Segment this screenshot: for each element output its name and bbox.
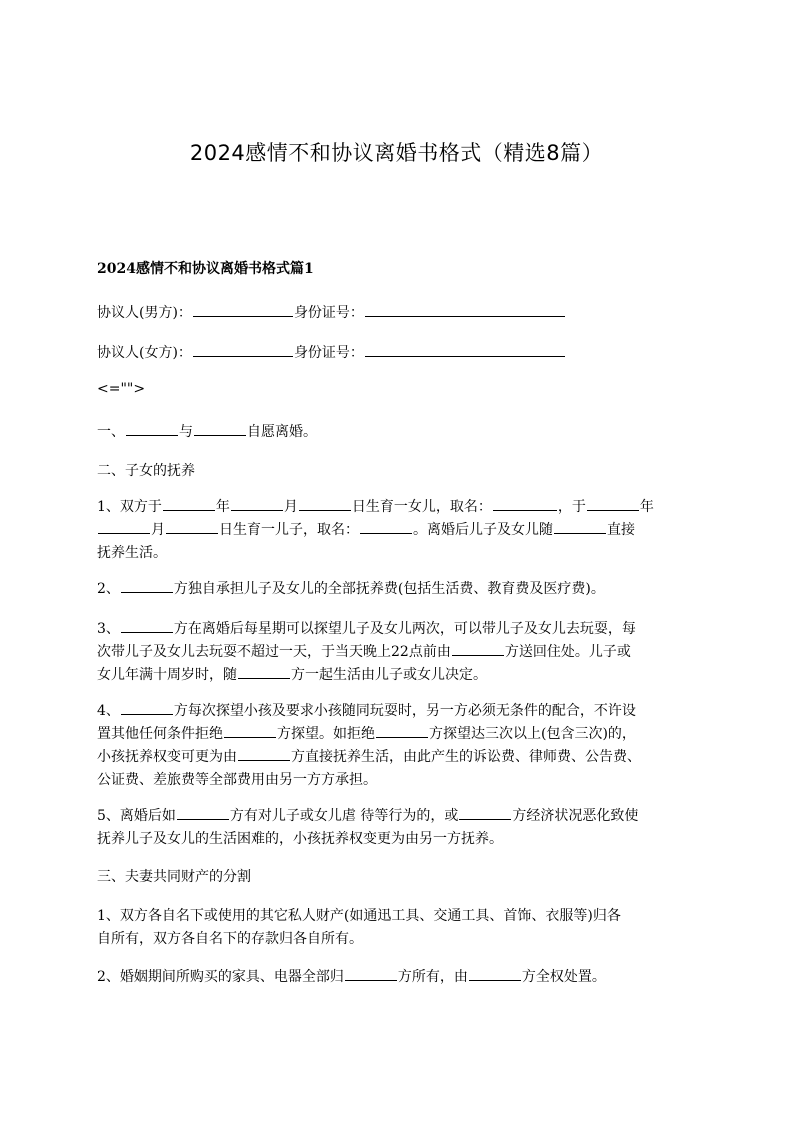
text: 置其他任何条件拒绝 — [97, 726, 223, 742]
party-male-line — [97, 302, 707, 324]
clause-2-1-line-1 — [97, 496, 707, 518]
blank-field — [194, 421, 246, 436]
blank-field — [98, 519, 150, 534]
section-2-heading: 二、子女的抚养 — [97, 463, 195, 479]
text: 次带儿子及女儿去玩耍不超过一天，于当天晚上22点前由 — [97, 644, 451, 660]
clause-2-4-line-3 — [97, 746, 707, 768]
text: 方每次探望小孩及要求小孩随同玩耍时，另一方必须无条件的配合，不许设 — [173, 703, 636, 719]
text: 3、 — [97, 621, 120, 637]
text: 直接 — [607, 522, 635, 538]
text: 方送回住处。儿子或 — [504, 644, 631, 660]
text: 方独自承担儿子及女儿的全部抚养费(包括生活费、教育费及医疗费)。 — [173, 581, 605, 597]
clause-2-4-line-4: 公证费、差旅费等全部费用由另一方方承担。 — [97, 772, 377, 788]
party-female-label: 协议人(女方)： — [97, 345, 192, 361]
blank-field — [193, 342, 293, 357]
clause-2-4-line-2 — [97, 723, 707, 745]
blank-field — [121, 618, 173, 633]
blank-field — [493, 496, 557, 511]
text: 女儿年满十周岁时，随 — [97, 667, 237, 683]
text: 方直接抚养生活，由此产生的诉讼费、律师费、公告费、 — [291, 749, 641, 765]
party-male-label: 协议人(男方)： — [97, 305, 192, 321]
text: 2、 — [97, 581, 120, 597]
blank-field — [121, 700, 173, 715]
clause-3-1-line-1: 1、双方各自名下或使用的其它私人财产(如通迅工具、交通工具、首饰、衣服等)归各 — [97, 908, 621, 924]
text: 日生育一女儿，取名： — [351, 499, 492, 515]
blank-field — [345, 966, 397, 981]
blank-field — [177, 805, 229, 820]
blank-field — [121, 578, 173, 593]
text: 年 — [639, 499, 654, 515]
clause-3-1-line-2: 自所有，双方各自名下的存款归各自所有。 — [97, 931, 363, 947]
clause-2-1-line-3: 抚养生活。 — [97, 545, 167, 561]
section-3-heading: 三、夫妻共同财产的分割 — [97, 869, 251, 885]
blank-field — [193, 302, 293, 317]
blank-field — [459, 805, 511, 820]
blank-field — [163, 496, 215, 511]
clause-2-5-line-2: 抚养儿子及女儿的生活困难的，小孩抚养权变更为由另一方抚养。 — [97, 831, 503, 847]
blank-field — [238, 746, 290, 761]
text: 方有对儿子或女儿虐 待等行为的，或 — [229, 808, 459, 824]
clause-2-2 — [97, 578, 707, 600]
text: 月 — [283, 499, 298, 515]
clause-3-2 — [97, 966, 707, 988]
text: 方所有，由 — [397, 969, 468, 985]
clause-2-3-line-3 — [97, 664, 707, 686]
clause-2-3-line-2 — [97, 641, 707, 663]
clause-2-3-line-1 — [97, 618, 707, 640]
clause-2-1-line-2 — [97, 519, 707, 541]
text: 方在离婚后每星期可以探望儿子及女儿两次，可以带儿子及女儿去玩耍，每 — [173, 621, 636, 637]
text: 方全权处置。 — [521, 969, 606, 985]
text: 1、双方于 — [97, 499, 162, 515]
text: 5、离婚后如 — [97, 808, 176, 824]
text: 方探望。如拒绝 — [277, 726, 375, 742]
blank-field — [365, 342, 565, 357]
blank-field — [299, 496, 351, 511]
blank-field — [360, 519, 412, 534]
blank-field — [166, 519, 218, 534]
text: 。离婚后儿子及女儿随 — [413, 522, 553, 538]
text: 月 — [151, 522, 165, 538]
text: 日生育一儿子，取名： — [219, 522, 359, 538]
blank-field — [231, 496, 283, 511]
text: 2、婚姻期间所购买的家具、电器全部归 — [97, 969, 344, 985]
blank-field — [224, 723, 276, 738]
text: 方探望达三次以上(包含三次)的， — [429, 726, 636, 742]
blank-field — [554, 519, 606, 534]
stray-text: <=""> — [97, 381, 146, 397]
blank-field — [452, 641, 504, 656]
section-heading: 2024感情不和协议离婚书格式篇1 — [97, 261, 314, 277]
text: 与 — [179, 424, 193, 440]
id-label: 身份证号： — [293, 305, 364, 321]
clause-1 — [97, 421, 707, 443]
text: 方一起生活由儿子或女儿决定。 — [291, 667, 487, 683]
document-title: 2024感情不和协议离婚书格式（精选8篇） — [189, 141, 604, 165]
text: 4、 — [97, 703, 120, 719]
text: 一、 — [97, 424, 125, 440]
clause-2-5-line-1 — [97, 805, 707, 827]
text: 小孩抚养权变可更为由 — [97, 749, 237, 765]
blank-field — [587, 496, 639, 511]
blank-field — [469, 966, 521, 981]
text: ，于 — [557, 499, 586, 515]
blank-field — [238, 664, 290, 679]
blank-field — [126, 421, 178, 436]
text: 自愿离婚。 — [247, 424, 317, 440]
text: 年 — [215, 499, 230, 515]
blank-field — [376, 723, 428, 738]
party-female-line — [97, 342, 707, 364]
blank-field — [365, 302, 565, 317]
id-label: 身份证号： — [293, 345, 364, 361]
clause-2-4-line-1 — [97, 700, 707, 722]
text: 方经济状况恶化致使 — [512, 808, 639, 824]
